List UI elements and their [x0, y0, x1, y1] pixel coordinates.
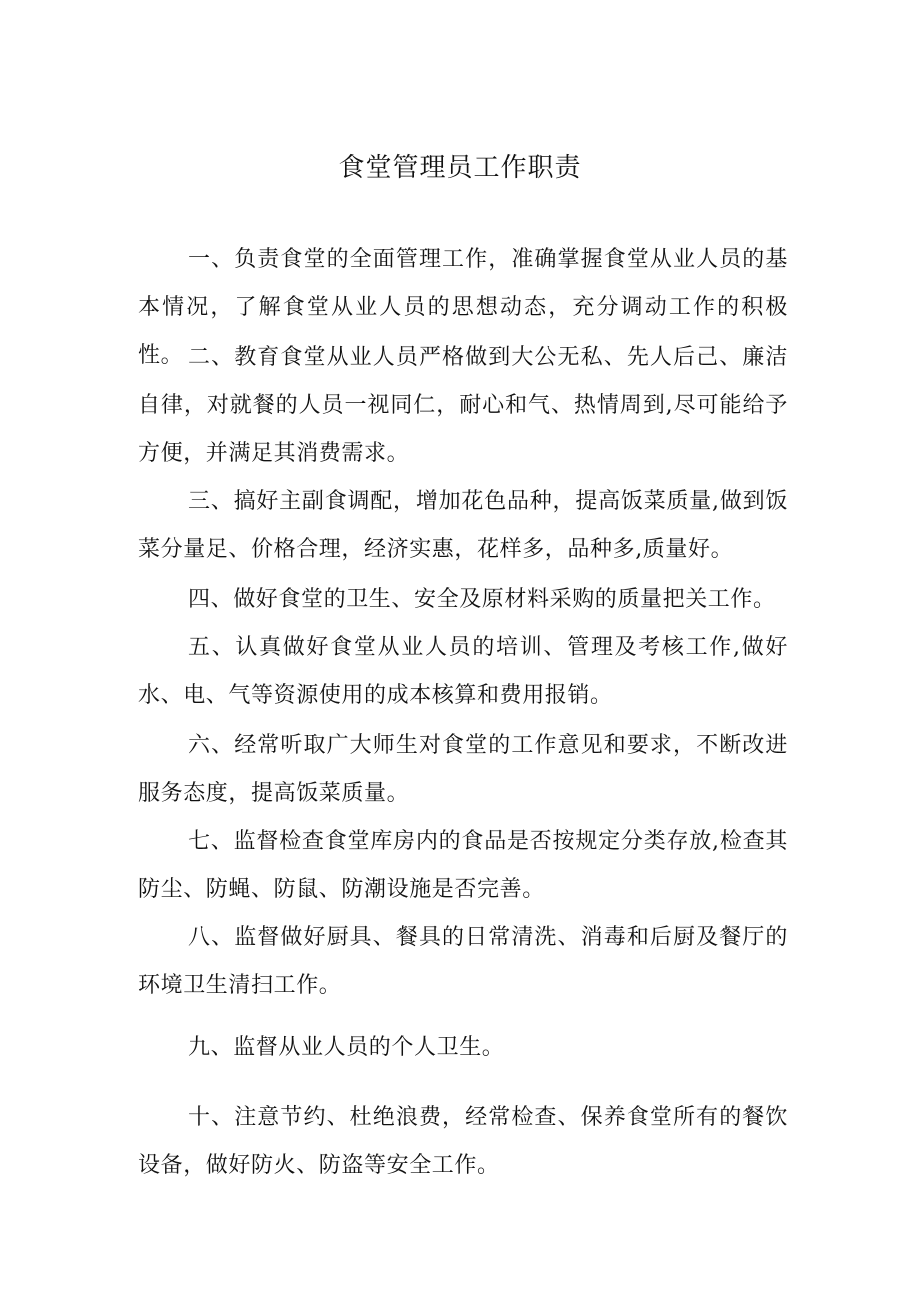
duty-item-9: 九、监督从业人员的个人卫生。 — [188, 1035, 505, 1060]
duty-item-5: 五、认真做好食堂从业人员的培训、管理及考核工作,做好水、电、气等资源使用的成本核算和费用报销。 — [138, 635, 788, 708]
duty-item-7: 七、监督检查食堂库房内的食品是否按规定分类存放,检查其防尘、防蝇、防鼠、防潮设施是否完善。 — [138, 829, 788, 902]
duty-item-3: 三、搞好主副食调配，增加花色品种，提高饭菜质量,做到饭菜分量足、价格合理，经济实惠，花样多，品种多,质量好。 — [138, 489, 788, 562]
duty-item-4: 四、做好食堂的卫生、安全及原材料采购的质量把关工作。 — [188, 587, 776, 612]
duty-item-1: 一、负责食堂的全面管理工作，准确掌握食堂从业人员的基本情况，了解食堂从业人员的思想动态，充分调动工作的积极性。 — [138, 247, 788, 368]
duty-item-2: 二、教育食堂从业人员严格做到大公无私、先人后己、廉洁自律，对就餐的人员一视同仁，耐心和气、热情周到,尽可能给予方便，并满足其消费需求。 — [138, 345, 788, 466]
duty-item-8: 八、监督做好厨具、餐具的日常清洗、消毒和后厨及餐厅的环境卫生清扫工作。 — [138, 925, 788, 998]
duty-item-6: 六、经常听取广大师生对食堂的工作意见和要求，不断改进服务态度，提高饭菜质量。 — [138, 733, 788, 806]
duty-item-10: 十、注意节约、杜绝浪费，经常检查、保养食堂所有的餐饮设备，做好防火、防盗等安全工作。 — [138, 1105, 788, 1178]
document-title: 食堂管理员工作职责 — [338, 153, 582, 183]
